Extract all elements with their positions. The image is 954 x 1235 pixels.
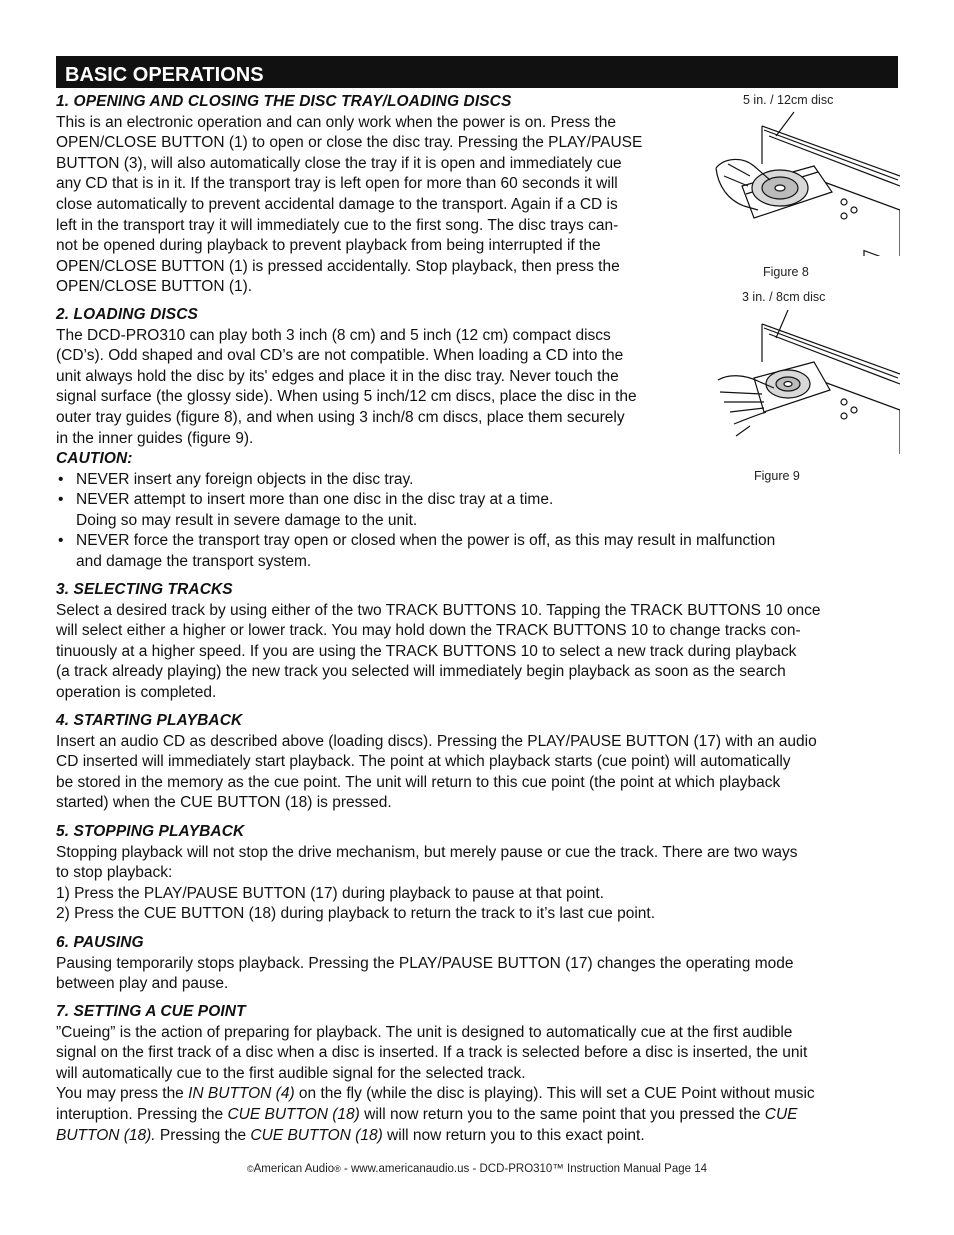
- paragraph-line: started) when the CUE BUTTON (18) is pressed.: [56, 794, 392, 812]
- bullet-item: • NEVER force the transport tray open or closed when the power is off, as this may result in malfunction: [56, 531, 898, 552]
- section-heading: 1. OPENING AND CLOSING THE DISC TRAY/LOADING DISCS: [56, 93, 512, 110]
- paragraph-line: BUTTON (3), will also automatically close the tray if it is open and immediately cue: [56, 154, 622, 172]
- figure-8-cd-tray-illustration: [714, 106, 900, 256]
- bullet-dot: •: [58, 491, 64, 509]
- paragraph-line: signal on the first track of a disc when a disc is inserted. If a track is selected before a disc is inserted, the unit: [56, 1044, 808, 1062]
- section-setting-cue-point: [56, 1002, 898, 1146]
- paragraph-line: ”Cueing” is the action of preparing for playback. The unit is designed to automatically cue at the first audible: [56, 1023, 793, 1041]
- paragraph-line: will select either a higher or lower track. You may hold down the TRACK BUTTONS 10 to change tracks con-: [56, 622, 801, 640]
- section-heading: 4. STARTING PLAYBACK: [56, 712, 243, 729]
- section-starting-playback: [56, 711, 898, 814]
- section-heading: 6. PAUSING: [56, 934, 144, 951]
- paragraph-line: will automatically cue to the first audible signal for the selected track.: [56, 1064, 526, 1082]
- paragraph-line: OPEN/CLOSE BUTTON (1).: [56, 278, 253, 296]
- section-opening-closing: [56, 92, 700, 298]
- paragraph-line: signal surface (the glossy side). When using 5 inch/12 cm discs, place the disc in the: [56, 388, 637, 406]
- section-heading: 2. LOADING DISCS: [56, 306, 198, 323]
- bullet-item: • NEVER attempt to insert more than one disc in the disc tray at a time.: [56, 490, 700, 511]
- figure-9-caption: 3 in. / 8cm disc: [742, 290, 826, 304]
- numbered-item: 2) Press the CUE BUTTON (18) during playback to return the track to it’s last cue point.: [56, 905, 656, 923]
- paragraph-line: Insert an audio CD as described above (loading discs). Pressing the PLAY/PAUSE BUTTON (17) with an audio: [56, 732, 817, 750]
- paragraph-line: outer tray guides (figure 8), and when using 3 inch/8 cm discs, place them securely: [56, 408, 625, 426]
- bullet-item: • NEVER insert any foreign objects in the disc tray.: [56, 470, 700, 491]
- paragraph-line: operation is completed.: [56, 683, 217, 701]
- caution-heading: CAUTION:: [56, 450, 133, 468]
- paragraph-line: Pausing temporarily stops playback. Pressing the PLAY/PAUSE BUTTON (17) changes the operating mode: [56, 954, 794, 972]
- section-heading: 3. SELECTING TRACKS: [56, 581, 233, 598]
- section-loading-discs: [56, 305, 700, 532]
- paragraph-line: (CD’s). Odd shaped and oval CD’s are not compatible. When loading a CD into the: [56, 347, 624, 365]
- section-selecting-tracks: [56, 580, 898, 704]
- section-banner: BASIC OPERATIONS: [56, 56, 898, 88]
- figure-8-label: Figure 8: [763, 265, 809, 279]
- section-heading: 5. STOPPING PLAYBACK: [56, 823, 245, 840]
- paragraph-line: Stopping playback will not stop the drive mechanism, but merely pause or cue the track. There are two ways: [56, 843, 798, 861]
- paragraph-line: OPEN/CLOSE BUTTON (1) to open or close the disc tray. Pressing the PLAY/PAUSE: [56, 134, 643, 152]
- paragraph-line: left in the transport tray it will immediately cue to the first song. The disc trays can-: [56, 216, 619, 234]
- paragraph-line: between play and pause.: [56, 975, 229, 993]
- paragraph-line: You may press the IN BUTTON (4) on the fly (while the disc is playing). This will set a CUE Point without music: [56, 1085, 815, 1103]
- paragraph-line: any CD that is in it. If the transport tray is left open for more than 60 seconds it will: [56, 175, 618, 193]
- paragraph-line: to stop playback:: [56, 864, 173, 882]
- bullet-continuation: Doing so may result in severe damage to the unit.: [76, 511, 418, 529]
- paragraph-line: CD inserted will immediately start playback. The point at which playback starts (cue point) will automatically: [56, 753, 791, 771]
- section-heading: 7. SETTING A CUE POINT: [56, 1003, 246, 1020]
- bullet-dot: •: [58, 532, 64, 549]
- paragraph-line: not be opened during playback to prevent playback from being interrupted if the: [56, 237, 601, 255]
- paragraph-line: BUTTON (18). Pressing the CUE BUTTON (18) will now return you to this exact point.: [56, 1126, 645, 1144]
- paragraph-line: tinuously at a higher speed. If you are using the TRACK BUTTONS 10 to select a new track during playback: [56, 642, 797, 660]
- figure-9-label: Figure 9: [754, 469, 800, 483]
- section-stopping-playback: [56, 822, 898, 925]
- paragraph-line: (a track already playing) the new track you selected will immediately begin playback as soon as the search: [56, 663, 786, 681]
- registered-symbol: ®: [334, 1164, 341, 1174]
- bullet-continuation: and damage the transport system.: [76, 552, 312, 570]
- paragraph-line: in the inner guides (figure 9).: [56, 429, 254, 447]
- bullet-force-tray: [56, 531, 898, 572]
- paragraph-line: The DCD-PRO310 can play both 3 inch (8 cm) and 5 inch (12 cm) compact discs: [56, 326, 611, 344]
- paragraph-line: close automatically to prevent accidental damage to the transport. Again if a CD is: [56, 195, 618, 213]
- paragraph-line: Select a desired track by using either of the two TRACK BUTTONS 10. Tapping the TRACK BUTTONS 10 once: [56, 601, 821, 619]
- paragraph-line: be stored in the memory as the cue point. The unit will return to this cue point (the point at which playback: [56, 773, 781, 791]
- numbered-item: 1) Press the PLAY/PAUSE BUTTON (17) during playback to pause at that point.: [56, 884, 604, 902]
- figure-8-caption: 5 in. / 12cm disc: [743, 93, 834, 107]
- paragraph-line: This is an electronic operation and can only work when the power is on. Press the: [56, 113, 617, 131]
- footer-text: - www.americanaudio.us - DCD-PRO310™ Instruction Manual Page 14: [340, 1163, 708, 1175]
- paragraph-line: OPEN/CLOSE BUTTON (1) is pressed accidentally. Stop playback, then press the: [56, 257, 620, 275]
- bullet-dot: •: [58, 470, 64, 488]
- page-footer: [0, 1163, 954, 1175]
- copyright-symbol: ©: [246, 1164, 254, 1174]
- figure-9-cd-tray-illustration: [714, 304, 900, 454]
- footer-brand: American Audio: [253, 1163, 335, 1175]
- paragraph-line: unit always hold the disc by its' edges and place it in the disc tray. Never touch the: [56, 367, 619, 385]
- section-pausing: [56, 933, 898, 995]
- paragraph-line: interuption. Pressing the CUE BUTTON (18) will now return you to the same point that you pressed the CUE: [56, 1105, 798, 1123]
